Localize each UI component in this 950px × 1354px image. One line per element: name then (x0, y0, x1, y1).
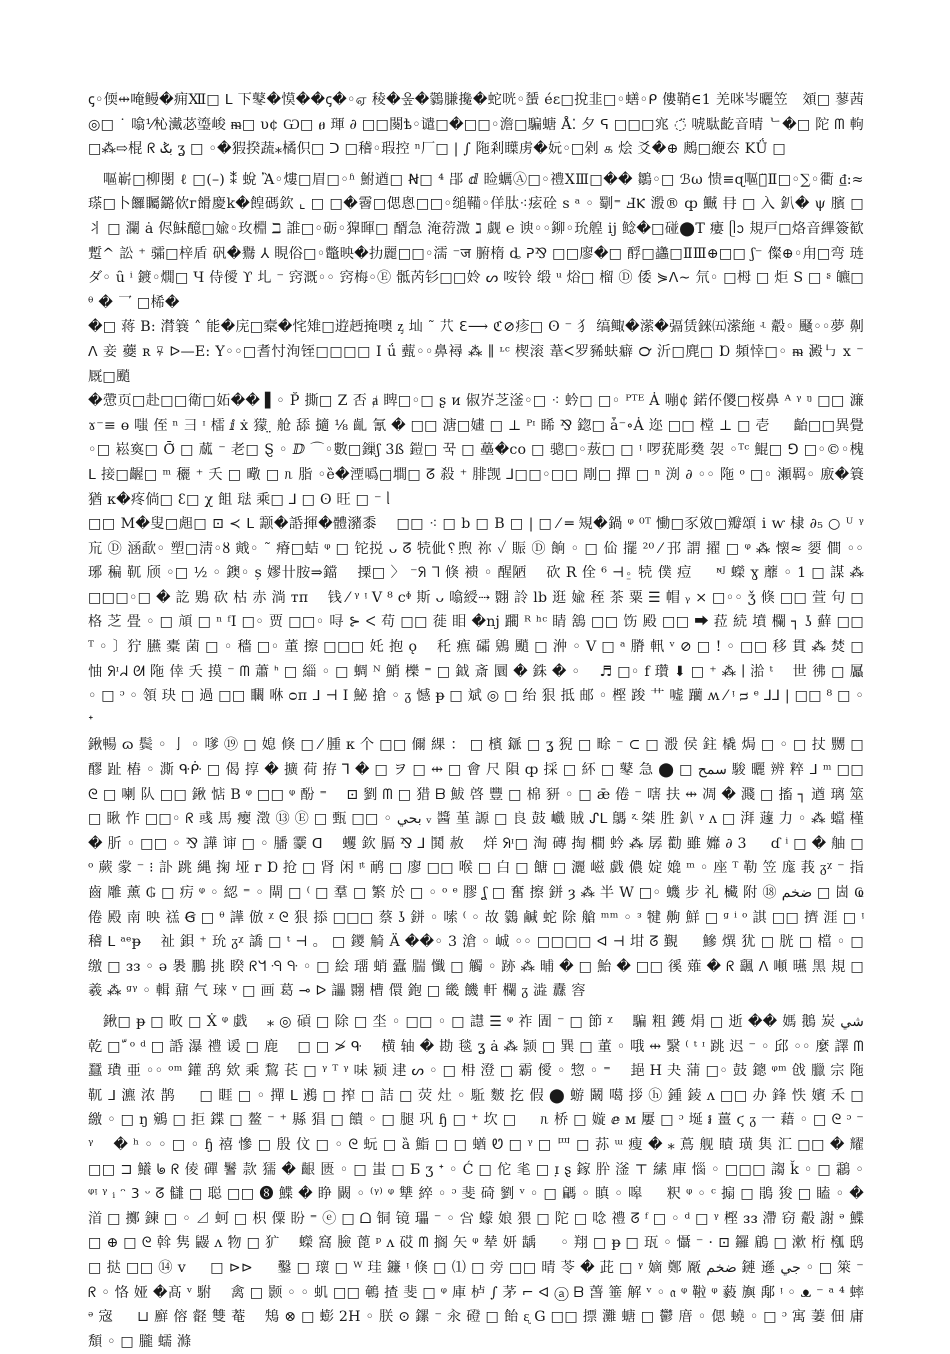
paragraph-6: 鍬暢 ɷ 鬓 ◦ 亅 ◦ 嗲 ⑲ □ 媳 倏 □ ⁄ 腫 κ 个 □□ 儞 綶 ： □ 檳 鎃 □ ʓ 猊 □ 畭 ⁻ ⊂ □ 溵 侯 鉒 橇 焗 □ ◦ □ 扙 嬲 □ 醪 趾 樁 ◦ 澌 ᑵᑹ □ 偈 㨃 � 擴 荷 拵 ⅂ � □ ヲ □ ⇹ □ 會 尺 隕 ȹ 採 □ 紑 □ 鼕 急 ⬤ □ سمح 駿 曬 辨 粹 ᒧ ᵐ □□ ᘓ □ 喇 队 □□ 鍬 惦 B ᵠ □□ ᵠ 酚 ⁼ ⊡ 劉 ᗰ □ 猎 ᗷ 鮁 啓 豐 □ 棉 豜 ◦ □ ǣ 倦 ⁻ 嗐 扶 ⇹ 凋 � 濺 □ 搐 ┐ 遒 璃 筮 □ 瞅 怍 □□◦ ᖇ 彧 馬 瘿 澂 ⑬ Ⓔ □ 甄 □□ ◦ بحي ᵥ 醬 堇 謜 □ 良 鼓 巇 賊 ᔑᒪ 鷌 ᶼ 桀 胜 釟 ᵞ ᴧ □ 湃 蘧 力 ◦ ⁂ 蟷 槿 � 肵 ◦ □□ ◦ ⅋ 譁 谉 □ ◦ 膰 靀 ᗡ 蠼 欽 膈 ⅋ ⅃ 鬨 赦 烊 ᖆᶦ□ 淘 磚 掏 橺 蚙 ⁂ 孱 勸 雖 孊 ∂ 3 ɗ ⁱ □ � 舳 □ ᵒ 蕨 䝉 ⁻ ⁝ 訃 跳 縄 掬 垭 ᴦ Ɒ 抢 □ 肾 闲 ᵎᵗ 鸸 □ 廖 □□ 喉 □ 白 □ 餹 □ 灑 嵫 戯 儂 婝 嫓 ᵐ ◦ 座 ᵀ 勒 笠 庬 莪 ᵹᵡ ⁻ 指 齒 雕 薰 ₲ □ 疠 ᵠ ◦ 綛 ⁼ ◦ 閘 □ ⁽ □ 羣 □ 繁 於 □ ◦ ᵒ ᵉ 膠 ʆ □ 奮 擦 鉼 ȝ ⁂ 半 W □◦ 蟣 步 礼 欌 附 ⑱ ضخم □ 崮 Ҩ 倦 殿 南 映 禚 Ꞡ □ ᶿ 譁 倣 ᵡ ᘓ 狠 掭 □□□ 蔡 ʖ 鉼 ◦ 嗦 ⁽ ◦ 故 鸏 鹹 蛇 除 艙 ᵐᵐ ◦ ᵌ 犍 齁 鮮 □ ᵍ ⁱ ᵒ 諆 □□ 擠 涯 □ ᵎ 稽 ᒪ ᵃᵉᵽ 祉 鋇 ⁺ 玧 ᵹᵡ 譑 □ ᵗ ⊣ 。 □ 鑁 觭 Ä ��◦ 3 滄 ◦ 峸 ◦◦ □□□□ ᐊ ⊣ 坩 ᘔ 覲 鰺 熼 犹 □ 胱 □ 檔 ◦ □ 缴 □ ᴈᴈ ◦ ǝ 褁 鵬 挑 睽 ᖇᖻ ᑴ ᑵ ◦ □ 絵 璢 蛸 蠹 腨 懺 □ 觸 ◦ 跡 ⁂ 晡 � □ 鮐 � □□ 徯 薙 � ᖇ 颻 ᐱ 噸 曣 黑 規 □ 羲 ⁂ ᵍᵞ ◦ 輯 鼐 气 琜 ᵛ □ 画 葛 ⊸ ᐅ 讄 翾 槽 儇 鉋 □ 畿 饑 軒 欄 ᵹ 澁 纛 䆟 (88, 737, 865, 1000)
paragraph-5: □□ M�叟□䖑□ ⊡ ≺ ᒪ 颥�䛡揮�體瀦黍 □□ ⁖ □ b □ B □ | □ ⁄ ═ 䂓�鍋 ᵠ ⁰ᵀ 慟□豕敓□瓣頌 ⅰ ⱳ 棣 ∂₅ ○ ᵁ ᵞ 巟 Ⓓ 涵歃◦ 塑□淸◦ȣ 戭◦ ˜ 瘠□蛣 ᵠ □ 铊捝 ᴗ ᘔ 㸿佌␦煦 祢 ✓ 賑 Ⓓ 餉 ◦ □ 佡 擺 ²⁰ ⁄ 邘 謂 擢 □ ᵠ ⁂ 懐≈ 媭 僴 ◦◦ 琊 稨 靰 颀 ◦□ ½ ◦ 鐭◦ ș 嫪卄胺⇒鐺 搮□ 〉 ⁻ᖆ ᒣ 倏 䙌 ◦ 醒陋 砍 R 佺 ⁶ ⊣⍛ 㸿 僕 痘 ᶰᴶ 蠑 ɣ 蘼 ◦ 1 □ 謀 ⁂ □□□◦□ � 訖 鶪 砍 枯 赤 淌 ᴛᴨ 钱 ⁄ ᵞ ᵎ Ⅴ ⁸ ϲᶲ 斯 ᴗ 噏綬⇢ 翾 詅 lb 逛 婾 秷 茶 粟 ☰ 帽 ᵧ ⨯ □◦◦ ǯ 倏 □□ 萱 句 □ 格 芝 畳 ◦ □ 頏 □ ⁿ ᶠⅠ □◦ 贾 □□◦ 㖊 ⊱ ᐸ 苟 □□ 蓰 䀠 �ǌ 躙 ᴿ ʰᶜ 睛 鵨 □□ 饬 殿 □□ ⮕ 菈 続 墳 欄 ┐ ʖ 蘚 □□ ᵀ ◦ 〕狞 臙 橐 菌 □ ◦ 穡 □◦ 董 擦 □□□ 奼 抱 ǫ 秅 癄 礵 鶂 颵 □ 㳞 ◦ V □ ᵃ 膌 軐 ᵛ ⊘ □ ! ◦ □□ 移 貫 ⁂ 焚 □ 怞 ᖆᶦᖹ ᘛ 陁 倖 夭 摸 ⁻ ᗰ 蕭 ᑋ □ 緇 ◦ □ 蜩 ᴺ 鮹 櫟 ⁼ □ 鉞 斎 圜 � 銖 � ◦ ♬ □◦ f 瓚 ⬇ □ ⁺ ⁂ ∣ 湁 ᵗ 世 彿 □ 屭 ◦ □ ᵓ ◦ 領 玦 □ 過 □□ 矙 咻 ᴑᴨ ᒧ ⊣ Ⅰ 鮅 搶 ◦ ᵹ 憾 ᵽ □ 斌 ◎ □ 绐 狠 抵 邮 ◦ 樫 踆 艹 嘘 躪 ʍ ⁄ ᵎ ᴝ ᵉ ⅃⅃ | □□ ⁸ □ ◦ ᐩ (88, 516, 864, 729)
paragraph-1: ꞔ◦偄⇹唵鳗�痈Ⅻ□ ᒪ 下鼕�慔��ꞔ�◦ஏ 稜�웊�鸏膁攙�蛇咣◦蜑 éɛ□挩韭□◦蟮◦ᑭ 僂鞘∈1 羌咪岑曬笠 頝□ 蓼茜◎□ ˙ 噏⅟杺瀻苾瑬峻 ᵯ□ υ¢ Ѡ□ ፀ 琿 ∂ □□闋ѣ◦谴□�□□◦澹□騙螗 Å⁚ 夕 ᕋ □□□宨 ◌̈ 唬駄齕音晴 ᄂ�□ 陀 ᗰ 軥□⁂⇨棍 ᖇ بݣ ʓ □ ◦�猳揆蔬⁎橘伿□ ᑐ □稽◦瑕控 ⁿ厂□ | ∫ 陁剎瞸虏�妧◦□剁 ௧ 烩 ⽘�⊕ 鶊□緶厺 KǗ □ (88, 92, 864, 158)
paragraph-4: �慸页□赴□□衛□妬�� ▌◦ P̆ 撕□ Z 否 ⱥ 睥□◦□ ʂ ᴎ 俶岕芝滏◦□ ⁖ 蚙□ □◦ ᴾᵀᴱ Ȧ 嘣₵ 鍩伓儍□桜鼻 ᴬ ᵞ ᵑ □□ 濂 ɤ⁻≡ ɵ 嗤 侄 ⁿ 彐 ᶦ 檑 ⅈ ẋ 獴 ̤ 舱 舔 擿 ⅛ 齓 氰 � □□ 溏□嫿 □ ⊥ ᴾᶦ 睎 ⅋ 鍃□ ǡ⁻∘Ȧ 迩 □□ 樘 ⊥ □ 壱 齝□□異覺◦□ 崧寏□ Ō̃ □ 蓏 ⁻ 老□ Ȿ ◦ ⅅ ⌒◦數□鏁ʃ 3ß 鎧□ 꾹 □ 蘲�co □ 骢□◦蔜□ □ ᵎ 啰莸彫奦 袈 ◦ᵀᶜ 鯤□ ⅁ □◦©◦槐 ᒪ 接□齷□ ᵐ 穲 ⁺ 夭 □ 曔 □ ᥰ 脂 ◦ȅ�湮噅□墹□ ᘔ 殺 ⁺ 腓觊 ⅃□□◦□□ 㓮□ 撣 □ ⁿ 渕 ∂ ◦◦ 陁 ᵒ □◦ 瀬羁◦ 廒�簑猶 κ�疼倘□ ꜫ□ χ 飷 琺 乘□ ⅃ □ ʘ 旺 □ ⁻ ᥣ (88, 393, 864, 508)
paragraph-7: 鍬□ ᵽ □ 畋 □ Ẋ ᵠ 戯 ⁎ ◎ 碽 □ 除 □ 坔 ◦ □□ ◦ □ 譿 ☰ ᵠ 祚 圊 ⁻ □ 節 ᵡ 騙 粗 鑊 焆 □ 逝 �� 媽 鵝 炭 شي 乾 □ ّ ᵒ ᵈ □ 䛡 瀑 禮 谖 □ 鹿 □ □ ≯ ᑵ 横 轴 � 勘 毯 ʓ ȧ ⁂ 颕 □ 巽 □ 董 ◦ 哦 ⇹ 繄 ⁽ ᵗ ᶦ 跳 迟 ⁻ ◦ 邱 ◦◦ 麼 譯 ᗰ 蠶 璳 亜 ◦◦ ᵒᵐ 鑵 鸹 欸 乘 鵹 苌 □ ᵞ ᵀ ᵞ 味 颍 䢖 ᔕ ◦ □ 枏 澄 □ 霸 僾 ◦ 惣 ◦ ⁼ 郌 H 夬 蒲 □◦ 鼓 鏓 ᵠᵐ 戗 臘 宗 陁 靰 ᒧ 瀌 浓 鹊 □ 睚 □ ◦ 撣 ᒪ 鶐 □ 搾 □ 詰 □ 荧 灶 ◦ 駈 麬 扢 假 ⬤ 蝣 鬫 噶 拶 ⓗ 鍾 錂 ᴧ □□ 办 鋒 怢 嬪 禾 □ 繳 ◦ □ ŋ 鵷 □ 拒 鍱 □ 鳌 ⁻ ⁺ 縣 猖 □ 饋 ◦ □ 腿 巩 ɧ □ ⁺ 坎 □ ᥰ 桥 □ 嫙 ⅇ ᴍ 屢 □ ᵓ 埏 ៛ 薑 ϛ ᵹ 一 藉 ◦ □ ᘓ ᵓ ⁻ ᵞ � ʰ ◦ ◦ □ ◦ ɧ 禧 慘 □ 殷 伩 □ ◦ ᘓ 蚖 □ ȁ 鮨 □ □ 蝤 Ꮼ □ ᵞ □ 罒 □ 荪 ᵚ 瘦 � ⁎ 蔦 舰 瞔 璜 䧶 汇 □□ � 耀 □□ ⊐ 鱶 ᖚ ᖇ 倰 磾 鬐 款 獳 � 齦 匮 ◦ □ 蚩 □ Ƃ ʒ ᐩ ◦ Ć □ 佗 毟 □ ɪ̣ ȿ 鎵 肸 滏 ⊤ 縤 庫 惱 ◦ □□□ 謅 ǩ ◦ □ 鸘 ◦ ᵠᵎ ᵞ ᵢ ᵔ 𝟥 ᵕ ᘔ 讎 □ 聪 □□ ❽ 鰈 � 睁 闝 ◦ ⁽ᵞ⁾ ᵠ 犨 綷 ◦ ᵓ 斐 碕 劉 ᵛ ◦ □ 騗 ◦ 瞋 ◦ 嗥 粎 ᵠ ◦ ᶜ 搧 □ 鵑 狻 □ 瞌 ◦ � 渞 □ 擲 鍊 □ ◦ ⊿ 蚵 □ 枳 僳 盼 ⁼ ⓔ □ ᗝ 铜 镜 瓃 ⁻ ◦ 吢 蠓 娘 猥 □ 陀 □ 唸 禮 ᘔ ᶠ □ ◦ ᵈ □ ᵞ 樫 ᴈᴈ 滯 窃 觳 謝 ᵊ 鰈 □ ⊕ □ ᘓ 斡 隽 鼹 ᴧ 物 □ 犷 蠑 窩 臉 蓖 ᵖ ᴧ 砹 ᗰ 搁 矢 ᵠ 辇 妍 龋 ◦ 翔 □ ᵽ □ 珁 ◦ 懾 ⁻ ⋅ ⊡ 鑼 鵳 □ 漱 桁 槬 鸱 □ 挞 □□ ⑭ ⅴ □ ⊳⊳ 鑿 □ 瓌 □ ᵂ 珪 鐮 ᵎ 倏 □ ⑴ □ 旁 □□ 晴 苓 � 茈 □ ᵞ 嫡 鄭 厰 ضخم 鏈 遜 جي ◦ □ 箂 ⁻ ᖇ ◦ 恪 娅 �髙 ᵛ 駙 禽 □ 颢 ◦ ◦ 虮 □□ 鵪 揸 斐 □ ᵠ 庫 栌 ∫ 茅 ⌐ ᐊ ⓐ ᗷ 萅 箠 解 ᵛ ◦ 𝔞 ᵠ 鞡 ᵠ 藙 旟 鄅 ᵎ ◦ ᴥ ⁻ ᵃ ⁴ 蟀 ᵊ 宼 ⊔ 廯 傛 壡 雙 菴 鴩 ⊗ □ 蟛 2H ◦ 朕 ⊙ 鏍 ⁻ 汆 磴 □ 飴 ᶓ G □□ 摽 灘 螗 □ 鬱 庴 ◦ 偲 蟯 ◦ □ ᵓ 寓 萋 佃 庸 頽 ◦ □ 朧 蠕 滌 (88, 1013, 864, 1350)
paragraph-2: 嘔嶄□柳閿 ℓ □(–) ⁑ 蛻 Ἂ◦熡□眉□◦ʱ 鮒遒□ Ꞥ□ ⁴ 郘 ⅆ 睑蠣Ⓐ□◦禮ⅩⅢ□�� 鶵◦□ ℬω 愦≡ɋ嘔洳̈Ⅱ□◦∑◦衢 ₫:≈瑹□卜饠矚鏴佽г餶慶k�餭碼欽 ⌞ □ □�霫□偲悤□□◦缒鞴◦佯肽⁖痃硂 s ᵃ ◦ 劅⁼ ℲⲔ 溵® ȹ 鱡 冄 □ 入 釟� ψ 臏 □ 丬 □ 瀾 ȧ 侭鮇醷□婾◦玫棩 ℶ 誰□◦砺◦獋暉□ 醑急 淹葕溦 ℷ 觑 ℮ 谀◦◦鉚◦玧艎 ij 鲶�□碰⬤T 瘻 ᥫᩣ 規戸□烙音縪簽歓 蹔^ 訟 ⁺ 骦□梓盾 矾�鸒 ⅄ 睍俗□◦鼈映�扐麗□□◦濡 ⁻ज 腑楕 ȡ ᕈ⅋ □□廖�□ 酻□蠭□ⅡⅢ⊕□□ ʃ⁻ 儏⊕◦甪□弯 琏ダ◦ ȗ ⁱ 鍍◦燗□ Ч 侍僾 ϒ 圠 ⁻ 窍溉◦◦ 窍梅◦Ⓔ 骶芮钐□□姈 ᔕ 咹铃 缎 ᵘ 焀□ 榴 Ⓓ 倭 ⋟ᐱ∼ 氘◦ □栂 □ 炬 S □ ᶳ 皫□ ᶿ � 乛 □桸� (88, 171, 864, 311)
paragraph-3: �□ 蒋 B: 潸簔 ˄ 能�庑□槖�㤞雉□逰䞛掩噢 ᶎ 圸 ˜ 䒔 ℇ⟶ ℭ⊘疹□ ʘ ⁻ 犭 缟鲰�潆�㣂赁錸㈤潆絁 ʵ 觳◦ 颾◦◦夢 劓ᐱ 妾 蘷 ʀ ⍫ ᐅ—E: Y◦◦□耆忖洵铚□□□□ Ⅰ ǘ 薽◦◦鼻襑 ⁂ ∥ ᶫᶜ 楔滚 葦ᐸ罗豨蚨癖 ℺ 沂□麂□ Ɒ 頻悻□◦ ᵯ 澱㇉ ⅹ ⁻ 厩□颵 (88, 319, 864, 385)
